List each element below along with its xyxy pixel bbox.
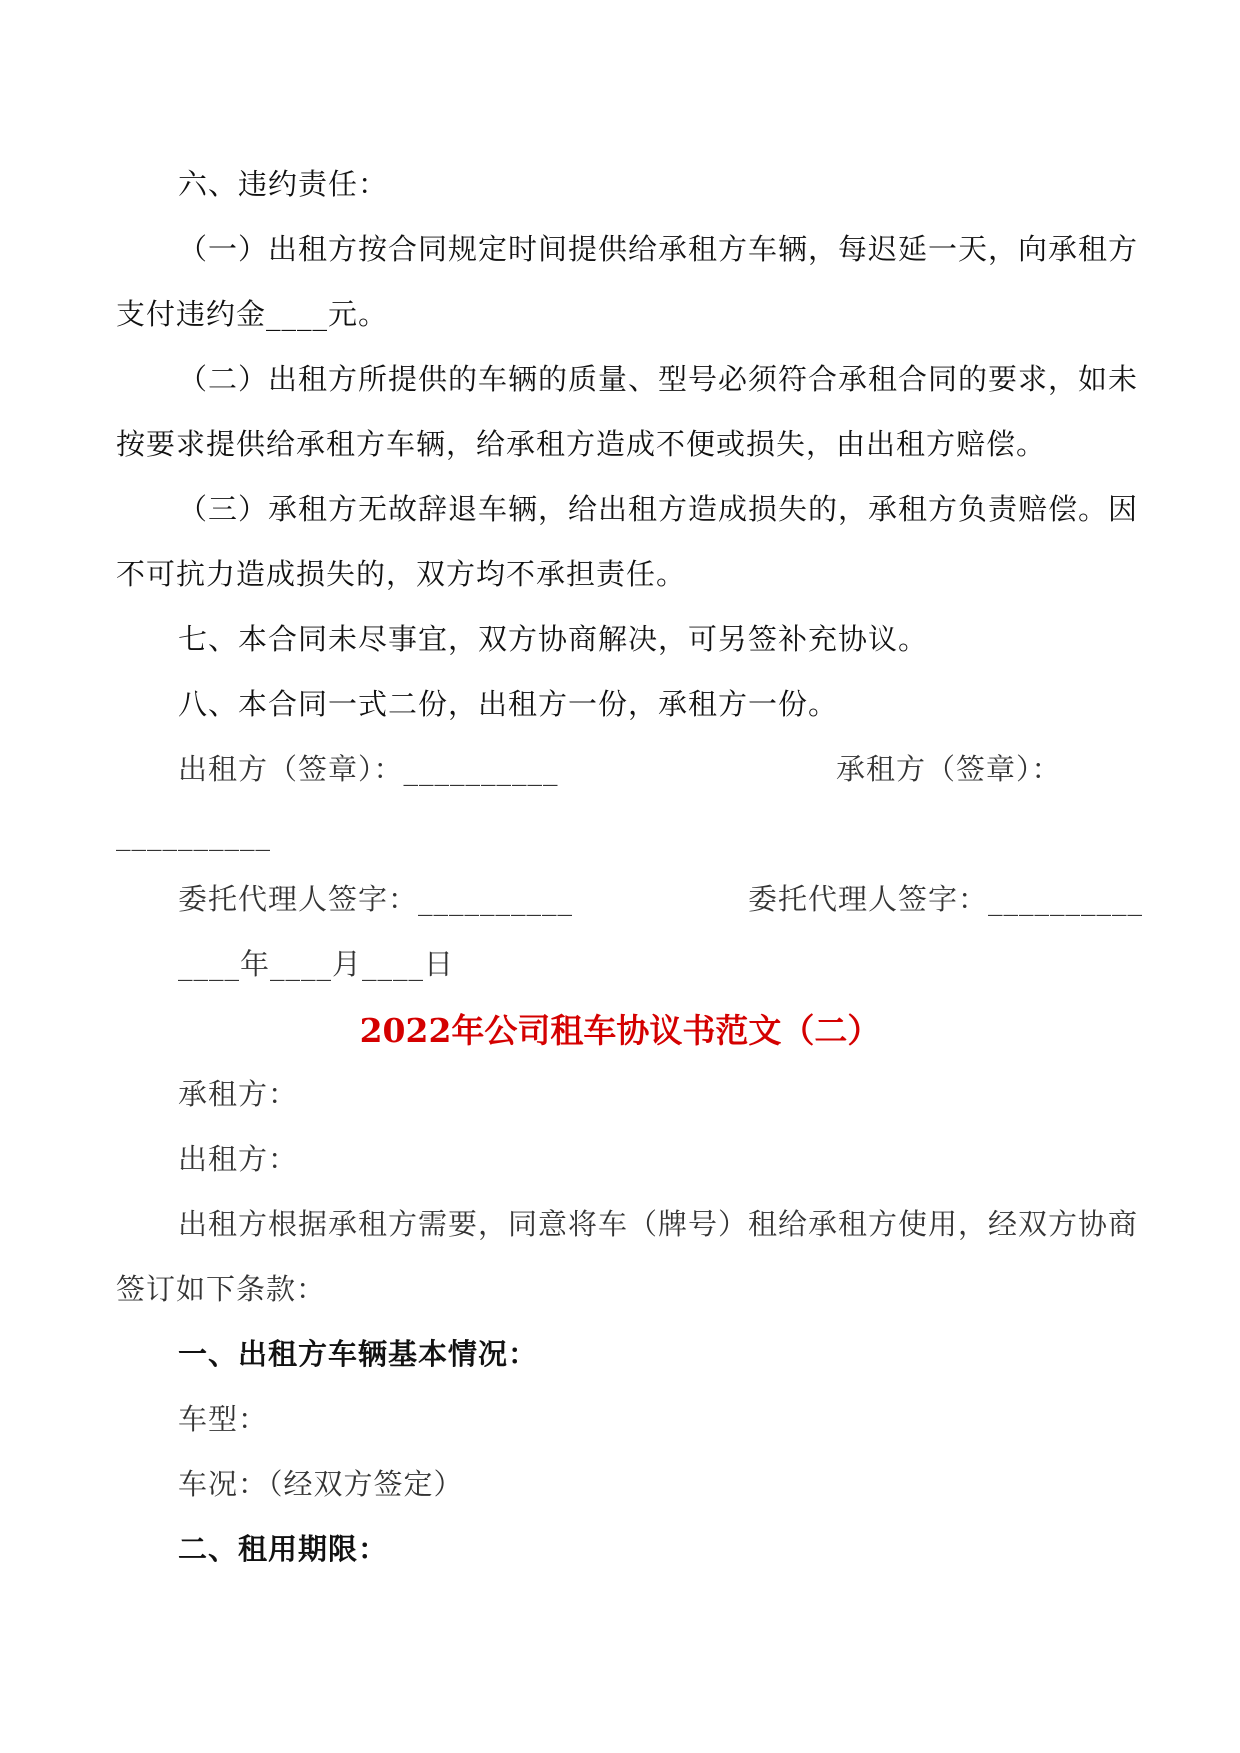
lessee-signature-blank: __________ bbox=[116, 817, 271, 851]
lessor-signature-label: 出租方（签章）： bbox=[178, 752, 404, 786]
date-month-blank: ____ bbox=[270, 947, 333, 981]
agent-left-label: 委托代理人签字： bbox=[178, 882, 419, 916]
clause-6-2-line-1: （二）出租方所提供的车辆的质量、型号必须符合承租合同的要求，如未 bbox=[178, 362, 1139, 396]
car-type-field: 车型： bbox=[178, 1402, 269, 1436]
section-7: 七、本合同未尽事宜，双方协商解决，可另签补充协议。 bbox=[178, 622, 929, 656]
signing-date bbox=[178, 944, 454, 984]
document-title: 2022年公司租车协议书范文（二） bbox=[359, 1011, 881, 1050]
agent-right-blank: __________ bbox=[988, 882, 1144, 916]
lessor-signature bbox=[178, 749, 559, 789]
agent-left-blank: __________ bbox=[418, 882, 574, 916]
lessee-signature-label: 承租方（签章）： bbox=[836, 752, 1062, 786]
clause-6-3-line-2: 不可抗力造成损失的，双方均不承担责任。 bbox=[116, 557, 687, 591]
date-month-label: 月 bbox=[332, 947, 363, 981]
clause-6-1-line-2 bbox=[116, 294, 388, 334]
section-6-heading: 六、违约责任： bbox=[178, 167, 389, 201]
section-2-heading: 二、租用期限： bbox=[178, 1532, 389, 1566]
clause-6-1-line-1: （一）出租方按合同规定时间提供给承租方车辆，每迟延一天，向承租方 bbox=[178, 232, 1139, 266]
intro-line-1: 出租方根据承租方需要，同意将车（牌号）租给承租方使用，经双方协商 bbox=[178, 1207, 1139, 1241]
lessor-signature-blank: __________ bbox=[403, 752, 559, 786]
section-1-heading: 一、出租方车辆基本情况： bbox=[178, 1337, 539, 1371]
agent-signature-left bbox=[178, 879, 573, 919]
clause-6-2-line-2: 按要求提供给承租方车辆，给承租方造成不便或损失，由出租方赔偿。 bbox=[116, 427, 1047, 461]
date-day-label: 日 bbox=[424, 947, 455, 981]
lessee-field: 承租方： bbox=[178, 1077, 299, 1111]
intro-line-2: 签订如下条款： bbox=[116, 1272, 327, 1306]
section-8: 八、本合同一式二份，出租方一份，承租方一份。 bbox=[178, 687, 839, 721]
agent-right-label: 委托代理人签字： bbox=[748, 882, 989, 916]
lessor-field: 出租方： bbox=[178, 1142, 299, 1176]
date-year-blank: ____ bbox=[178, 947, 240, 981]
car-condition-field: 车况：（经双方签定） bbox=[178, 1467, 464, 1501]
clause-6-1-prefix: 支付违约金 bbox=[116, 297, 267, 331]
date-day-blank: ____ bbox=[362, 947, 425, 981]
clause-6-1-suffix: 元。 bbox=[328, 297, 389, 331]
date-year-label: 年 bbox=[240, 947, 271, 981]
agent-signature-right bbox=[748, 879, 1143, 919]
penalty-amount-blank: ____ bbox=[266, 297, 329, 331]
clause-6-3-line-1: （三）承租方无故辞退车辆，给出租方造成损失的，承租方负责赔偿。因 bbox=[178, 492, 1139, 526]
